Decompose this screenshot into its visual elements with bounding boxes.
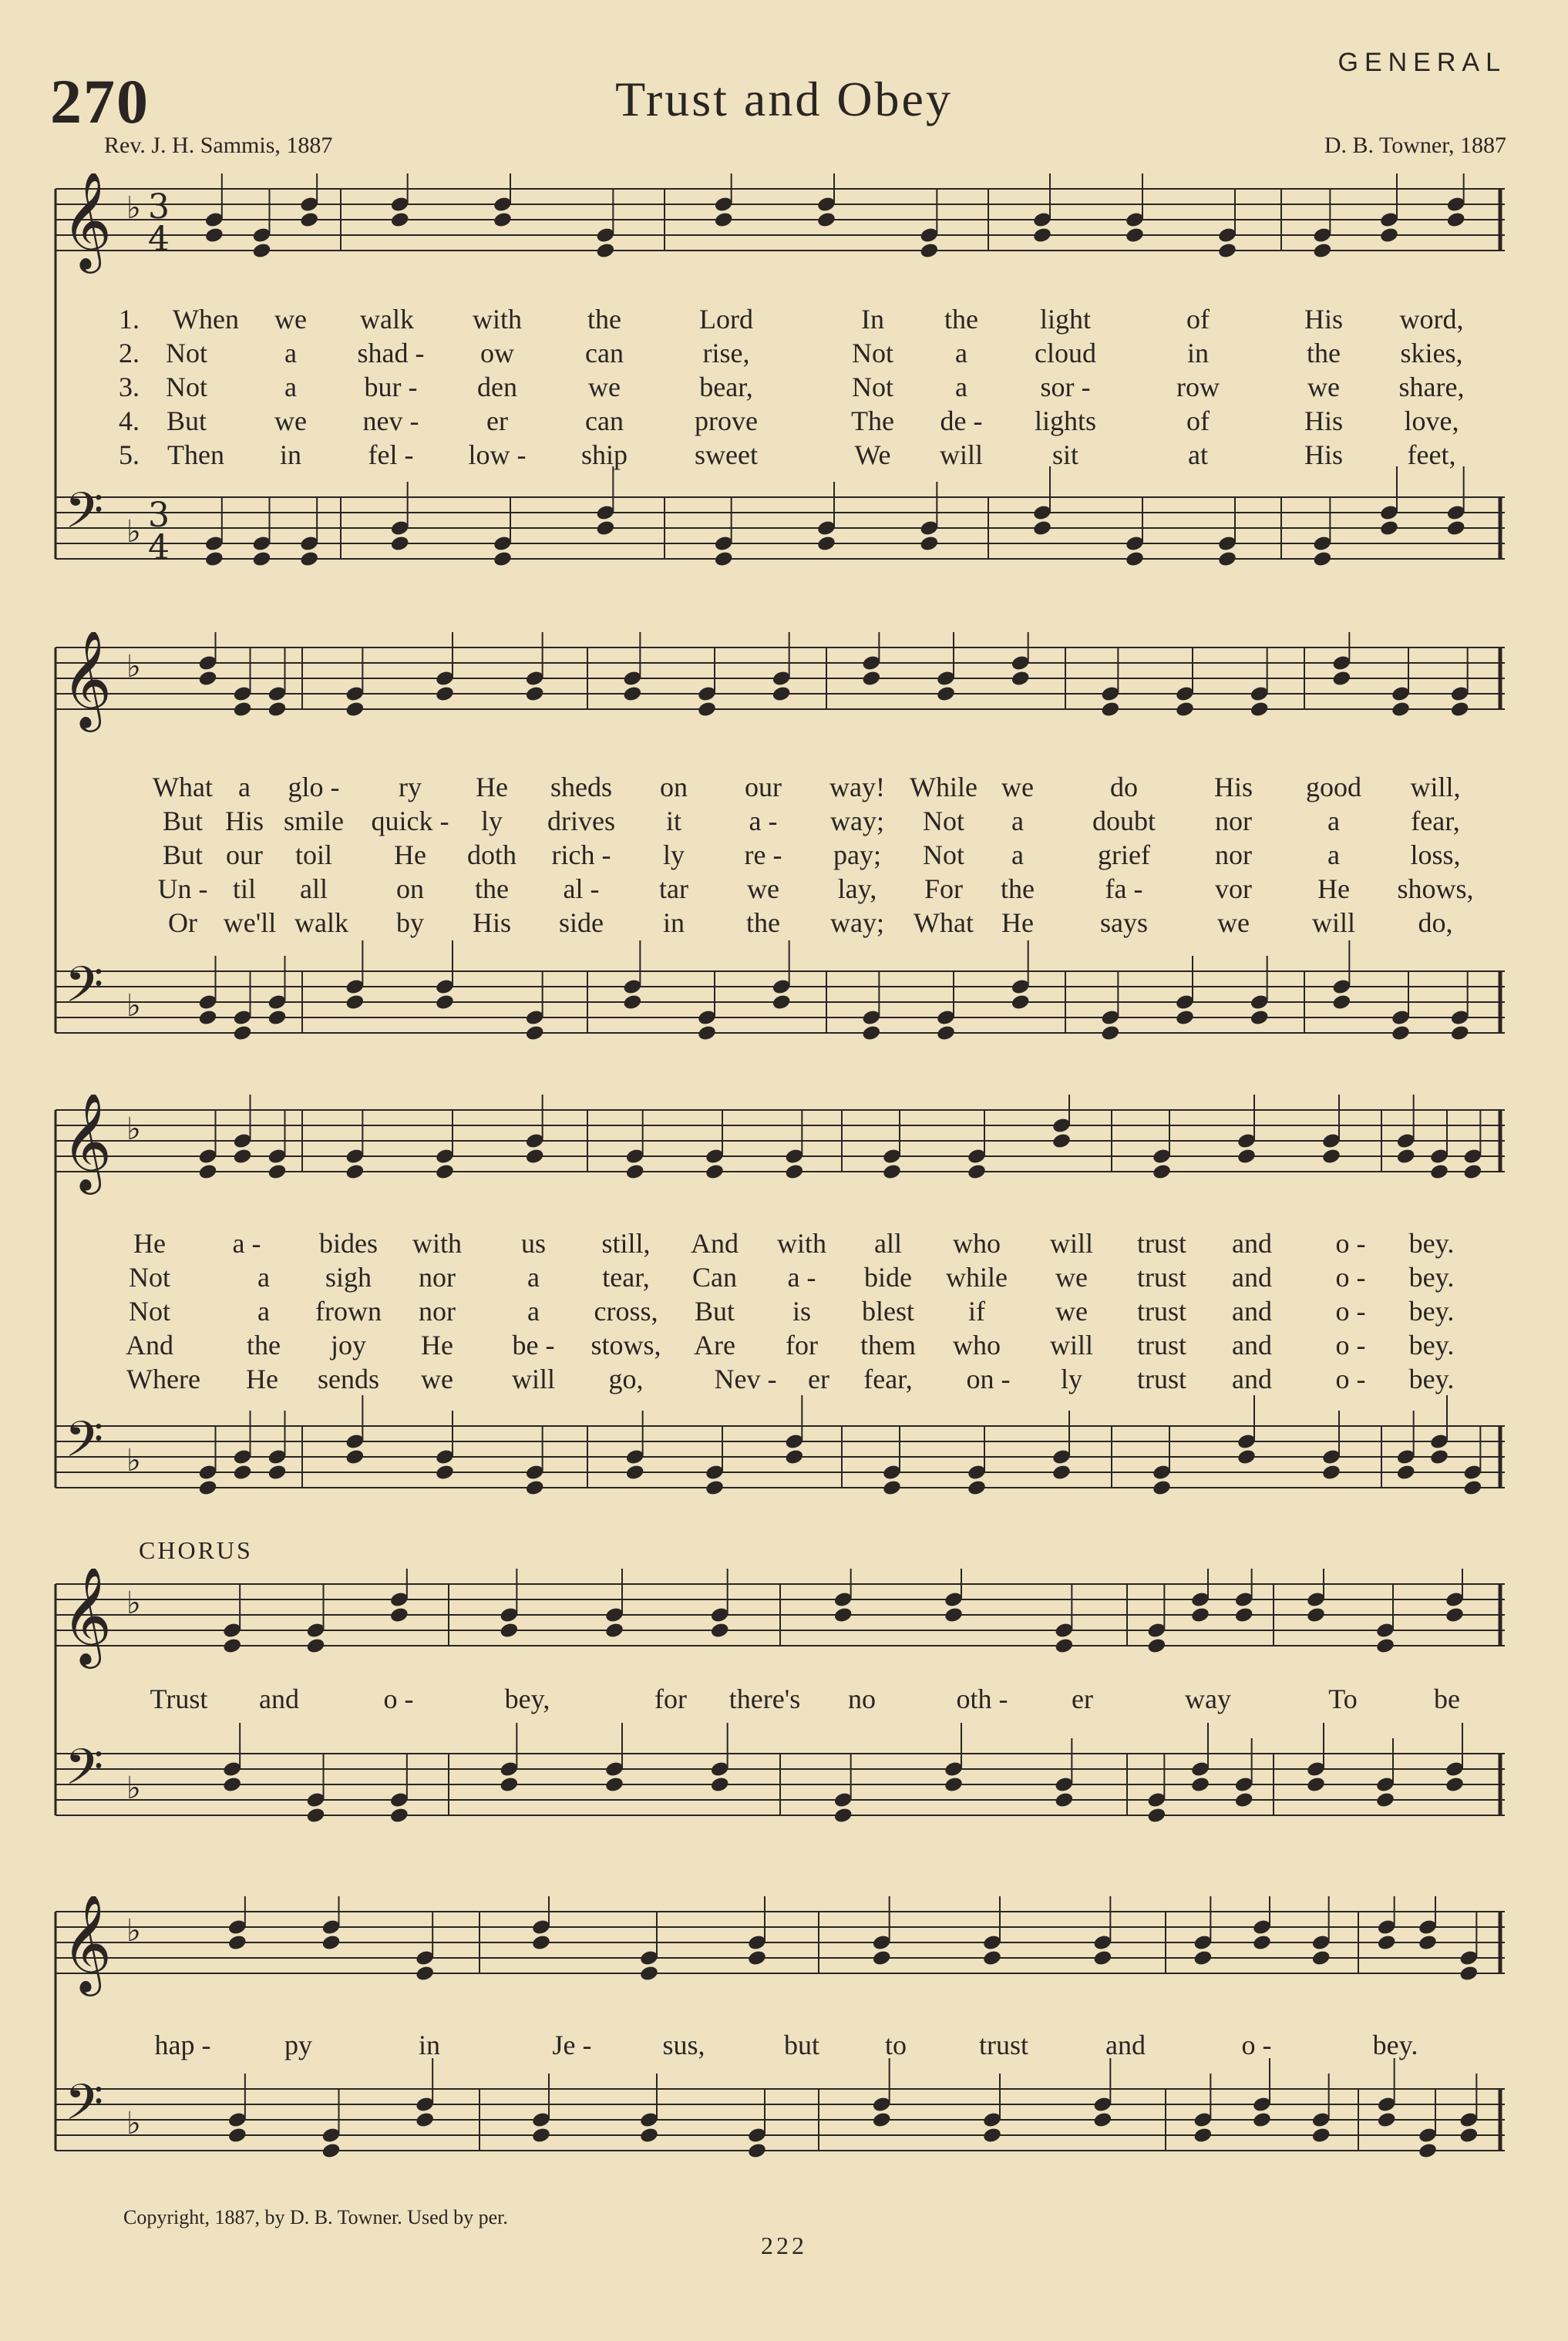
svg-text:♭: ♭ [126,514,141,550]
svg-text:♭: ♭ [126,2106,141,2141]
svg-text:𝄞: 𝄞 [62,1095,113,1190]
music-system-1: 𝄞 𝄢 ♭ ♭ 3 4 3 4 1. When we walk with the Lord In the light of His word, 2. Not a shad - ow can rise, Not a cloud in the skies, 3. Not a bur - den we bear, Not a sor - row we share, 4. But we nev - er can prove The de - lights of His love, 5. Then in fel - low - ship sweet We will sit at His feet, [48,173,1505,605]
music-system-5: 𝄞 𝄢 ♭ ♭ hap - py in Je - sus, but to trust and o - bey. [48,1896,1505,2205]
svg-text:♭: ♭ [126,1771,141,1806]
music-system-2: 𝄞 𝄢 ♭ ♭ What a glo - ry He sheds on our way! While we do His good will, But His smile quick - ly drives it a - way; Not a doubt nor a fear, But our toil He doth rich - ly re - pay; Not a grief nor a loss, Un - til all on the al - tar we lay, For the fa - vor He shows, Or we'll walk by His side in the way; What He says we will do, [48,632,1505,1079]
svg-text:𝄞: 𝄞 [62,1569,113,1664]
hymn-category: GENERAL [1338,48,1506,77]
svg-text:4: 4 [148,220,170,259]
svg-text:𝄞: 𝄞 [62,1896,113,1992]
staff-notation-4 [48,1569,1505,1877]
hymn-number: 270 [50,66,150,136]
svg-text:𝄞: 𝄞 [62,632,113,728]
svg-text:𝄢: 𝄢 [65,957,104,1026]
staff-notation-5 [48,1896,1505,2205]
chorus-label: CHORUS [139,1536,253,1564]
svg-text:𝄢: 𝄢 [65,2074,104,2144]
svg-text:𝄢: 𝄢 [65,1411,104,1481]
svg-text:♭: ♭ [126,1443,141,1478]
svg-text:♭: ♭ [126,1913,141,1949]
svg-text:3: 3 [148,496,170,535]
lyricist-credit: Rev. J. H. Sammis, 1887 [104,133,333,158]
music-system-4: 𝄞 𝄢 ♭ ♭ Trust and o - bey, for there's no oth - er way To be [48,1569,1505,1877]
svg-text:♭: ♭ [126,988,141,1024]
svg-text:𝄢: 𝄢 [65,483,104,552]
svg-text:♭: ♭ [126,190,141,226]
composer-credit: D. B. Towner, 1887 [1324,133,1506,158]
svg-text:𝄞: 𝄞 [62,173,113,269]
svg-text:♭: ♭ [126,649,141,684]
svg-text:3: 3 [148,187,170,227]
music-system-3: 𝄞 𝄢 ♭ ♭ He a - bides with us still, And with all who will trust and o - bey. Not a sigh nor a tear, Can a - bide while we trust and o - bey. Not a frown nor a cross, But is blest if we trust and o - bey. And the joy He be - stows, Are for them who will trust and o - bey. Where He sends we will go, Nev - er fear, on - ly trust and o - bey. [48,1095,1505,1534]
svg-text:4: 4 [148,528,170,567]
svg-text:♭: ♭ [126,1112,141,1147]
svg-text:𝄢: 𝄢 [65,1739,104,1808]
staff-notation-1 [48,173,1505,605]
svg-text:♭: ♭ [126,1586,141,1621]
hymn-title: Trust and Obey [615,72,953,126]
page-number: 222 [761,2232,807,2259]
copyright-notice: Copyright, 1887, by D. B. Towner. Used by per. [123,2206,508,2228]
